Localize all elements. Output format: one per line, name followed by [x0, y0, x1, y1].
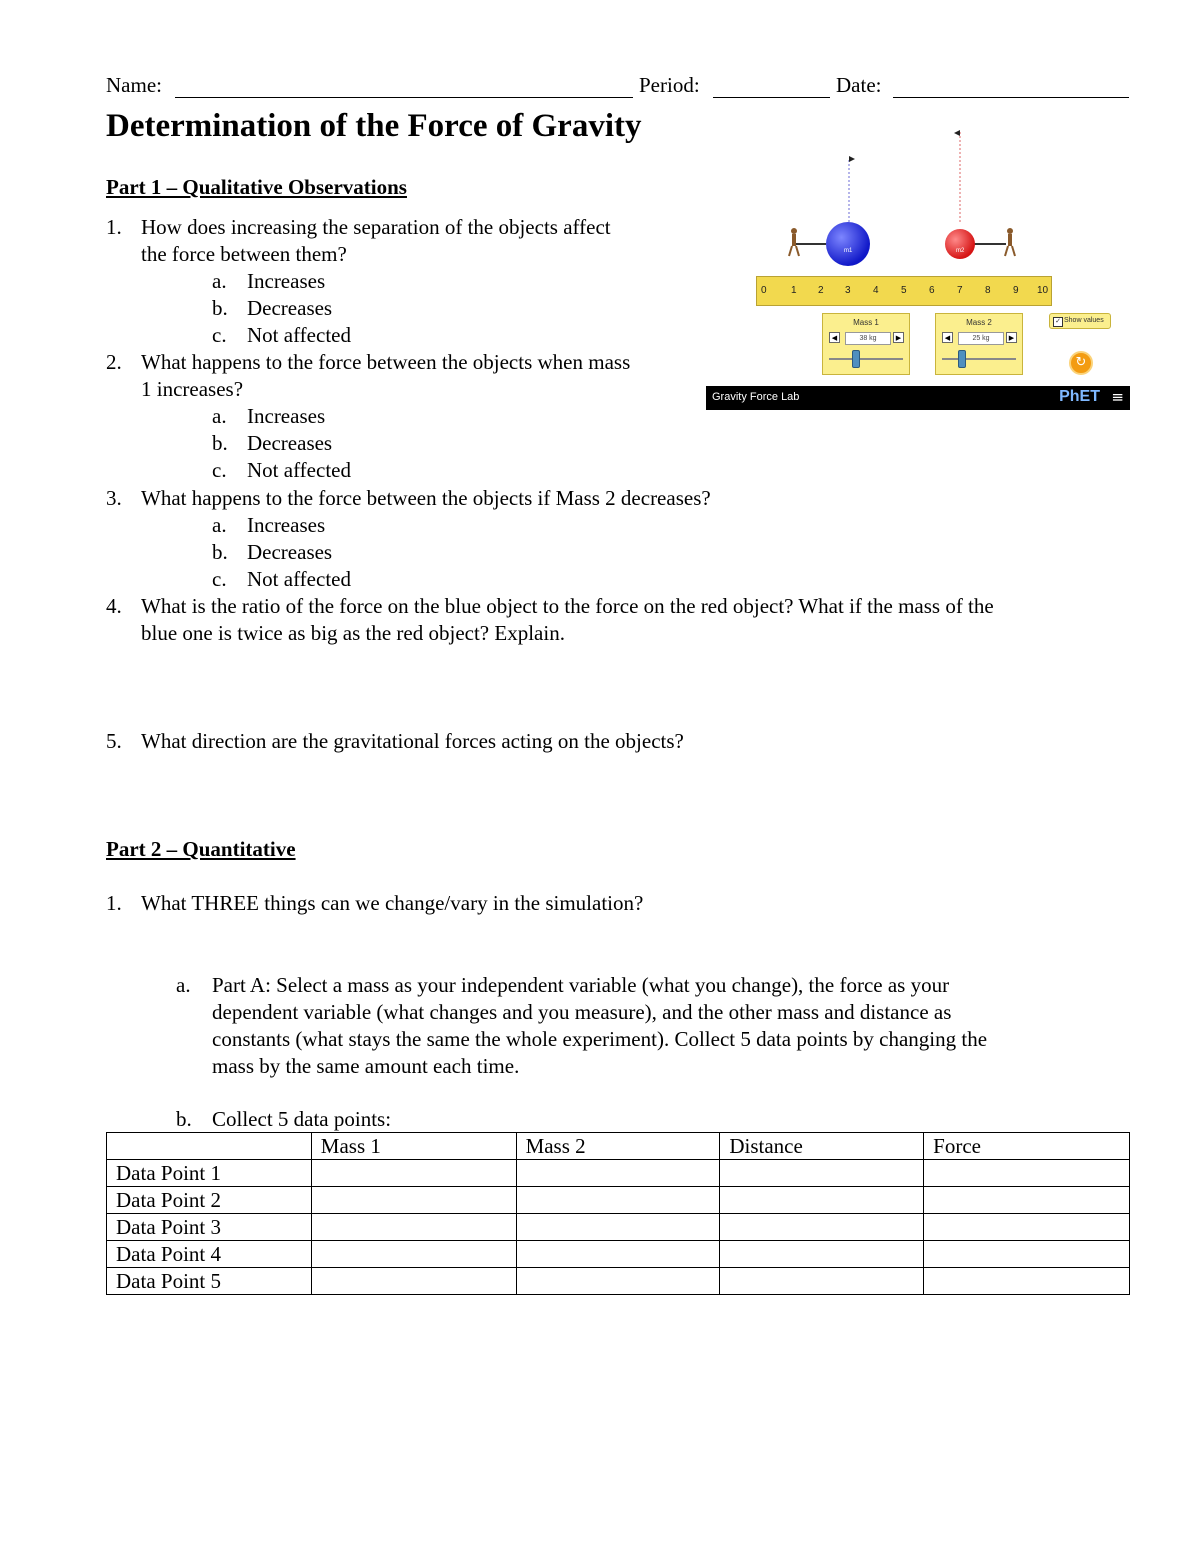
q2-option-c: Not affected	[247, 458, 351, 482]
mass2-panel-title: Mass 2	[966, 318, 992, 327]
table-header-distance: Distance	[720, 1133, 924, 1160]
table-cell[interactable]	[924, 1241, 1130, 1268]
hamburger-menu-icon[interactable]: ≡	[1111, 388, 1124, 406]
table-cell[interactable]	[924, 1214, 1130, 1241]
mass2-panel	[935, 313, 1023, 375]
phet-logo[interactable]: PhET	[1059, 388, 1100, 405]
mass1-slider-thumb[interactable]	[852, 350, 860, 368]
p2-q1-number: 1.	[106, 891, 122, 915]
p2-a-line3: constants (what stays the same the whole experiment). Collect 5 data points by changing the	[212, 1027, 988, 1051]
ruler-tick: 10	[1037, 285, 1049, 296]
checkmark-icon: ✓	[1053, 317, 1063, 327]
table-cell[interactable]	[311, 1214, 516, 1241]
ruler-tick: 7	[957, 285, 963, 296]
table-cell[interactable]	[924, 1187, 1130, 1214]
q3-option-c: Not affected	[247, 567, 351, 591]
table-cell[interactable]	[924, 1160, 1130, 1187]
mass1-label: m1	[844, 248, 853, 254]
row-label: Data Point 5	[107, 1268, 312, 1295]
sim-app-name: Gravity Force Lab	[712, 391, 800, 403]
table-cell[interactable]	[516, 1268, 720, 1295]
mass1-decrease-icon[interactable]: ◀	[829, 332, 840, 343]
q5-number: 5.	[106, 729, 122, 753]
name-blank[interactable]	[175, 97, 633, 98]
table-cell[interactable]	[720, 1241, 924, 1268]
p2-b-line1: Collect 5 data points:	[212, 1107, 392, 1131]
reset-icon[interactable]: ↻	[1069, 351, 1093, 375]
table-row	[107, 1160, 1130, 1187]
show-values-checkbox[interactable]	[1049, 313, 1111, 329]
p2-a-line2: dependent variable (what changes and you measure), and the other mass and distance as	[212, 1000, 952, 1024]
table-cell[interactable]	[516, 1214, 720, 1241]
q4-number: 4.	[106, 594, 122, 618]
table-cell[interactable]	[311, 1268, 516, 1295]
ruler-tick: 9	[1013, 285, 1019, 296]
q3-option-a-letter: a.	[212, 513, 227, 537]
q5-text-line1: What direction are the gravitational forces acting on the objects?	[141, 729, 684, 753]
mass1-panel-title: Mass 1	[853, 318, 879, 327]
row-label: Data Point 1	[107, 1160, 312, 1187]
q4-text-line2: blue one is twice as big as the red object? Explain.	[141, 621, 565, 645]
table-header-force: Force	[924, 1133, 1130, 1160]
simulation-screenshot	[706, 124, 1130, 410]
period-label: Period:	[639, 73, 700, 97]
q3-text-line1: What happens to the force between the objects if Mass 2 decreases?	[141, 486, 711, 510]
ruler-tick: 2	[818, 285, 824, 296]
p2-a-line4: mass by the same amount each time.	[212, 1054, 520, 1078]
table-cell[interactable]	[720, 1187, 924, 1214]
q2-option-c-letter: c.	[212, 458, 227, 482]
q2-text-line2: 1 increases?	[141, 377, 244, 401]
mass1-slider-track[interactable]	[829, 358, 903, 360]
q2-option-b-letter: b.	[212, 431, 228, 455]
date-label: Date:	[836, 73, 882, 97]
mass2-decrease-icon[interactable]: ◀	[942, 332, 953, 343]
q2-text-line1: What happens to the force between the objects when mass	[141, 350, 631, 374]
q4-text-line1: What is the ratio of the force on the blue object to the force on the red object? What if the mass of the	[141, 594, 994, 618]
ruler-tick: 8	[985, 285, 991, 296]
mass1-panel	[822, 313, 910, 375]
ruler-tick: 3	[845, 285, 851, 296]
p2-q1-text: What THREE things can we change/vary in the simulation?	[141, 891, 644, 915]
q3-option-c-letter: c.	[212, 567, 227, 591]
table-cell[interactable]	[720, 1214, 924, 1241]
table-cell[interactable]	[311, 1160, 516, 1187]
table-cell[interactable]	[924, 1268, 1130, 1295]
row-label: Data Point 3	[107, 1214, 312, 1241]
right-puller-icon	[1005, 228, 1015, 256]
q1-number: 1.	[106, 215, 122, 239]
row-label: Data Point 2	[107, 1187, 312, 1214]
mass1-sphere	[826, 222, 870, 266]
q1-option-b-letter: b.	[212, 296, 228, 320]
ruler-tick: 6	[929, 285, 935, 296]
table-header-row	[107, 1133, 1130, 1160]
q2-option-a-letter: a.	[212, 404, 227, 428]
table-row	[107, 1214, 1130, 1241]
q2-option-a: Increases	[247, 404, 326, 428]
table-cell[interactable]	[720, 1160, 924, 1187]
name-label: Name:	[106, 73, 162, 97]
q3-option-b: Decreases	[247, 540, 333, 564]
q1-text-line1: How does increasing the separation of the objects affect	[141, 215, 611, 239]
table-cell[interactable]	[311, 1187, 516, 1214]
mass2-label: m2	[956, 248, 965, 254]
q1-option-a: Increases	[247, 269, 326, 293]
table-cell[interactable]	[720, 1268, 924, 1295]
date-blank[interactable]	[893, 97, 1129, 98]
q1-option-c: Not affected	[247, 323, 351, 347]
q3-option-a: Increases	[247, 513, 326, 537]
simulation-scene	[706, 124, 1130, 274]
period-blank[interactable]	[713, 97, 830, 98]
left-puller-icon	[789, 228, 799, 256]
p2-a-line1: Part A: Select a mass as your independent variable (what you change), the force as your	[212, 973, 950, 997]
show-values-label: Show values	[1064, 317, 1104, 324]
p2-a-letter: a.	[176, 973, 191, 997]
ruler-tick: 1	[791, 285, 797, 296]
part1-heading: Part 1 – Qualitative Observations	[106, 175, 407, 199]
data-table	[106, 1132, 1130, 1295]
ruler[interactable]	[756, 276, 1052, 306]
q1-option-b: Decreases	[247, 296, 333, 320]
table-cell[interactable]	[516, 1187, 720, 1214]
table-row	[107, 1268, 1130, 1295]
q3-number: 3.	[106, 486, 122, 510]
table-cell[interactable]	[311, 1241, 516, 1268]
table-row	[107, 1241, 1130, 1268]
q1-option-c-letter: c.	[212, 323, 227, 347]
mass2-slider-thumb[interactable]	[958, 350, 966, 368]
sim-navbar	[706, 386, 1130, 410]
table-cell[interactable]	[516, 1241, 720, 1268]
table-header-mass1: Mass 1	[311, 1133, 516, 1160]
ruler-tick: 5	[901, 285, 907, 296]
mass2-slider-track[interactable]	[942, 358, 1016, 360]
mass2-sphere	[945, 229, 975, 259]
q1-option-a-letter: a.	[212, 269, 227, 293]
row-label: Data Point 4	[107, 1241, 312, 1268]
p2-b-letter: b.	[176, 1107, 192, 1131]
part2-heading: Part 2 – Quantitative	[106, 837, 296, 861]
page-title: Determination of the Force of Gravity	[106, 108, 642, 144]
mass2-increase-icon[interactable]: ▶	[1006, 332, 1017, 343]
mass2-value: 25 kg	[958, 332, 1004, 345]
q3-option-b-letter: b.	[212, 540, 228, 564]
q1-text-line2: the force between them?	[141, 242, 347, 266]
ruler-tick: 0	[761, 285, 767, 296]
table-cell[interactable]	[516, 1160, 720, 1187]
ruler-tick: 4	[873, 285, 879, 296]
table-header-mass2: Mass 2	[516, 1133, 720, 1160]
mass1-value: 38 kg	[845, 332, 891, 345]
table-row	[107, 1187, 1130, 1214]
table-header-cell	[107, 1133, 312, 1160]
q2-number: 2.	[106, 350, 122, 374]
mass1-increase-icon[interactable]: ▶	[893, 332, 904, 343]
q2-option-b: Decreases	[247, 431, 333, 455]
